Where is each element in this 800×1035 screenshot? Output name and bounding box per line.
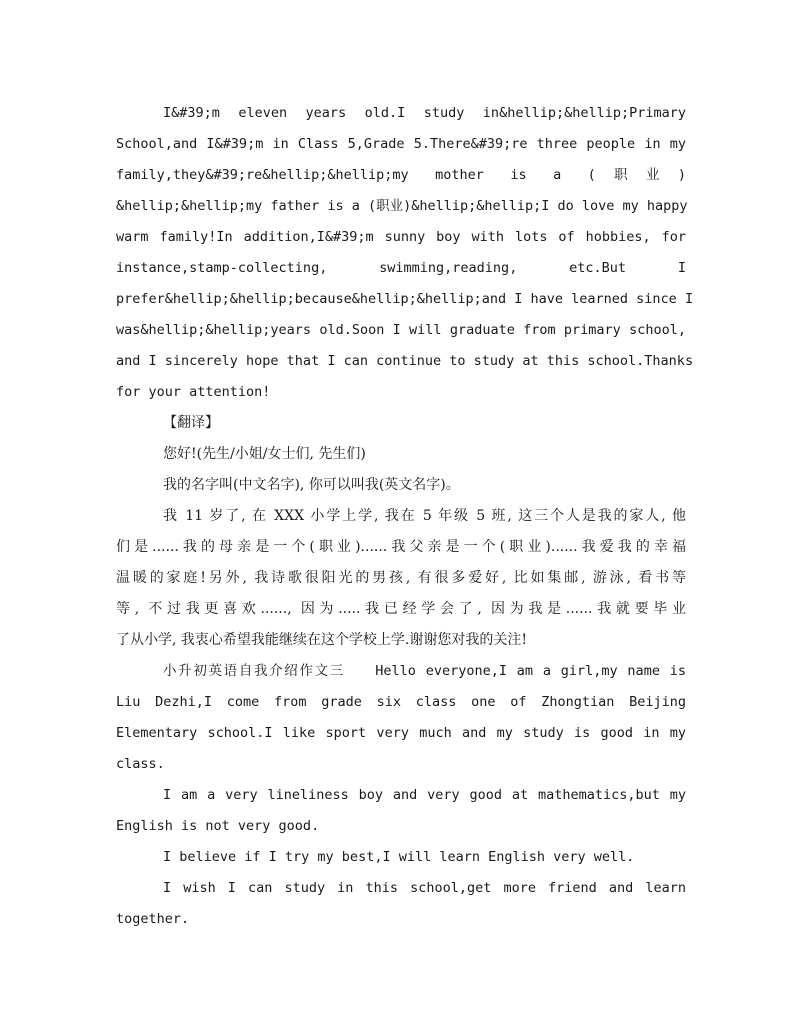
paragraph-line: Liu Dezhi,I come from grade six class one of Zhongtian Beijing — [116, 694, 686, 710]
paragraph-line: 我 11 岁了, 在 XXX 小学上学, 我在 5 年级 5 班, 这三个人是我的家人, 他 — [163, 508, 686, 524]
paragraph-line: I believe if I try my best,I will learn English very well. — [163, 849, 635, 865]
paragraph-line: for your attention! — [116, 384, 271, 400]
paragraph-line: together. — [116, 911, 190, 927]
paragraph-line: English is not very good. — [116, 818, 320, 834]
paragraph-line: I wish I can study in this school,get more friend and learn — [163, 880, 686, 896]
paragraph-line: 了从小学, 我衷心希望我能继续在这个学校上学.谢谢您对我的关注! — [116, 632, 527, 648]
paragraph-line: prefer&hellip;&hellip;because&hellip;&hellip;and I have learned since I — [116, 291, 694, 307]
paragraph-line: and I sincerely hope that I can continue to study at this school.Thanks — [116, 353, 694, 369]
paragraph-line: 们是......我的母亲是一个(职业)......我父亲是一个(职业)......我爱我的幸福 — [116, 539, 686, 555]
paragraph-line: &hellip;&hellip;my father is a (职业)&hellip;&hellip;I do love my happy — [116, 198, 688, 214]
paragraph-line: I&#39;m eleven years old.I study in&hellip;&hellip;Primary — [163, 105, 686, 121]
document-body — [116, 98, 694, 935]
paragraph-line: family,they&#39;re&hellip;&hellip;my mother is a (职业) — [116, 167, 686, 183]
paragraph-line: class. — [116, 756, 165, 772]
translation-heading: 【翻译】 — [163, 415, 219, 431]
paragraph-line: I am a very lineliness boy and very good at mathematics,but my — [163, 787, 686, 803]
paragraph-line: School,and I&#39;m in Class 5,Grade 5.There&#39;re three people in my — [116, 136, 686, 152]
paragraph-line: 等, 不过我更喜欢......, 因为.....我已经学会了, 因为我是......我就要毕业 — [116, 601, 686, 617]
translation-greeting: 您好!(先生/小姐/女士们, 先生们) — [163, 446, 366, 462]
paragraph-line: was&hellip;&hellip;years old.Soon I will graduate from primary school, — [116, 322, 686, 338]
paragraph-line: instance,stamp-collecting, swimming,reading, etc.But I — [116, 260, 686, 276]
paragraph-line: warm family!In addition,I&#39;m sunny boy with lots of hobbies, for — [116, 229, 686, 245]
paragraph-line: 小升初英语自我介绍作文三 Hello everyone,I am a girl,my name is — [163, 663, 686, 679]
paragraph-line: Elementary school.I like sport very much and my study is good in my — [116, 725, 686, 741]
translation-name: 我的名字叫(中文名字), 你可以叫我(英文名字)。 — [163, 477, 460, 493]
paragraph-line: 温暖的家庭!另外, 我诗歌很阳光的男孩, 有很多爱好, 比如集邮, 游泳, 看书等 — [116, 570, 686, 586]
